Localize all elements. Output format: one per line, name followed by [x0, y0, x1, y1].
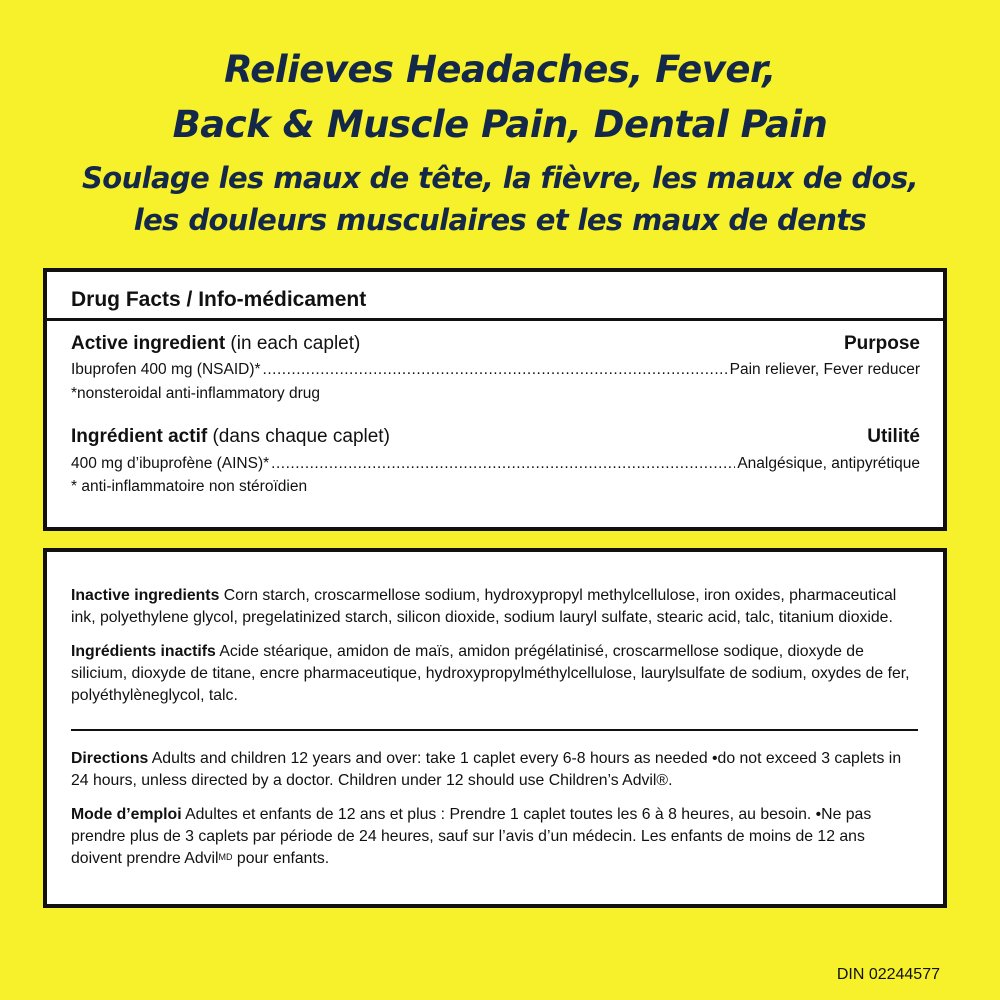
drug-facts-title: Drug Facts / Info-médicament — [47, 272, 943, 321]
footnote-en: *nonsteroidal anti-inflammatory drug — [71, 385, 320, 402]
headline-en-line-1: Relieves Headaches, Fever, — [224, 48, 776, 91]
inactive-ingredients-fr-text: Acide stéarique, amidon de maïs, amidon prégélatinisé, croscarmellose sodique, dioxyde de silicium, dioxyde de titane, encre pharmaceutique, hydroxypropylméthylcellulose, laurylsulfate de sodium, oxydes de fer, polyéthylèneglycol, talc. — [71, 643, 910, 704]
inactive-ingredients-en-label: Inactive ingredients — [71, 587, 220, 604]
active-ingredient-qualifier-en: (in each caplet) — [225, 333, 361, 354]
inactive-ingredients-en — [71, 585, 918, 629]
active-ingredient-label-en: Active ingredient — [71, 333, 226, 354]
directions-fr-text: Adultes et enfants de 12 ans et plus : Prendre 1 caplet toutes les 6 à 8 heures, au besoin. •Ne pas prendre plus de 3 caplets par période de 24 heures, sauf sur l’avis d’un médecin. Les enfants de moins de 12 ans doivent prendre Advil — [71, 806, 872, 867]
purpose-fr: Analgésique, antipyrétique — [737, 455, 920, 472]
directions-fr-label: Mode d’emploi — [71, 806, 182, 823]
footnote-fr: * anti-inflammatoire non stéroïdien — [71, 478, 308, 495]
active-ingredient-header-en — [71, 333, 920, 355]
din-number: DIN 02244577 — [836, 966, 940, 983]
active-ingredient-qualifier-fr: (dans chaque caplet) — [207, 426, 390, 447]
active-ingredient-header-fr — [71, 426, 920, 448]
divider — [71, 729, 918, 731]
directions-en-label: Directions — [71, 750, 149, 767]
inactive-ingredients-en-text: Corn starch, croscarmellose sodium, hydroxypropyl methylcellulose, iron oxides, pharmaceutical ink, polyethylene glycol, pregelatinized starch, silicon dioxide, sodium lauryl sulfate, stearic acid, talc, titanium dioxide. — [71, 587, 897, 626]
headline-en-line-2: Back & Muscle Pain, Dental Pain — [172, 103, 828, 146]
directions-fr-superscript: MD — [218, 852, 233, 862]
details-box — [43, 548, 947, 908]
directions-fr-end: pour enfants. — [232, 850, 330, 867]
active-ingredient-label-fr: Ingrédient actif — [71, 426, 208, 447]
drug-facts-box — [43, 268, 947, 531]
headline-fr-line-2: les douleurs musculaires et les maux de dents — [133, 203, 867, 237]
directions-fr — [71, 804, 918, 870]
directions-en — [71, 748, 918, 792]
leader-dots — [271, 455, 735, 473]
inactive-ingredients-fr — [71, 641, 918, 707]
leader-dots — [263, 361, 728, 379]
inactive-ingredients-fr-label: Ingrédients inactifs — [71, 643, 216, 660]
ingredient-line-fr — [71, 455, 920, 473]
purpose-en: Pain reliever, Fever reducer — [729, 361, 920, 378]
ingredient-line-en — [71, 361, 920, 379]
directions-en-text: Adults and children 12 years and over: take 1 caplet every 6-8 hours as needed •do not exceed 3 caplets in 24 hours, unless directed by a doctor. Children under 12 should use Children’s Advil®. — [71, 750, 902, 789]
purpose-label-fr: Utilité — [867, 426, 920, 447]
headline-fr-line-1: Soulage les maux de tête, la fièvre, les maux de dos, — [81, 161, 919, 195]
purpose-label-en: Purpose — [843, 333, 920, 354]
ingredient-en: Ibuprofen 400 mg (NSAID)* — [71, 361, 261, 378]
ingredient-fr: 400 mg d’ibuprofène (AINS)* — [71, 455, 270, 472]
